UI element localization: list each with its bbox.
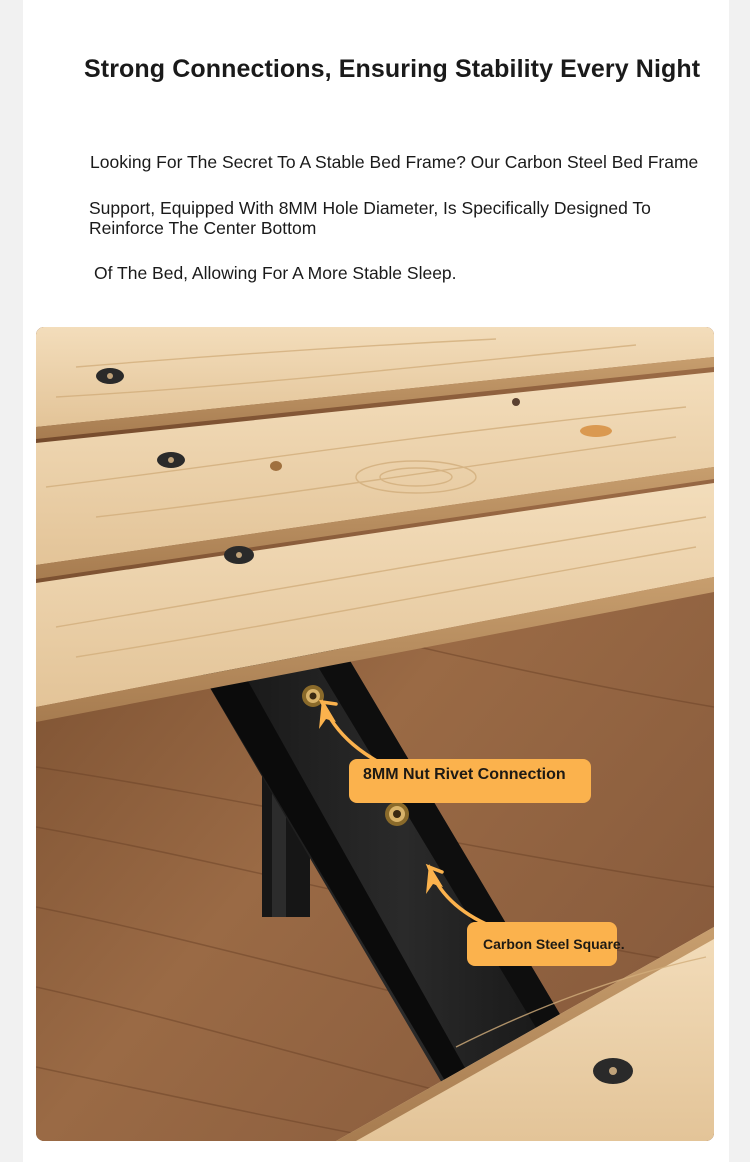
section-heading: Strong Connections, Ensuring Stability Every Night [84, 55, 701, 83]
bed-frame-support-photo [36, 327, 714, 1141]
nut-rivet-upper [302, 685, 324, 707]
nut-rivet-lower [385, 802, 409, 826]
nut-rivet-callout: 8MM Nut Rivet Connection [349, 759, 591, 803]
description-line-3: Of The Bed, Allowing For A More Stable Sleep. [94, 263, 457, 283]
bed-frame-illustration [36, 327, 714, 1141]
description-line-1: Looking For The Secret To A Stable Bed Frame? Our Carbon Steel Bed Frame [90, 152, 699, 172]
product-detail-panel [23, 0, 729, 1162]
carbon-steel-callout: Carbon Steel Square. [467, 922, 617, 966]
description-line-2: Support, Equipped With 8MM Hole Diameter, Is Specifically Designed To Reinforce The Center Bottom [89, 198, 651, 238]
